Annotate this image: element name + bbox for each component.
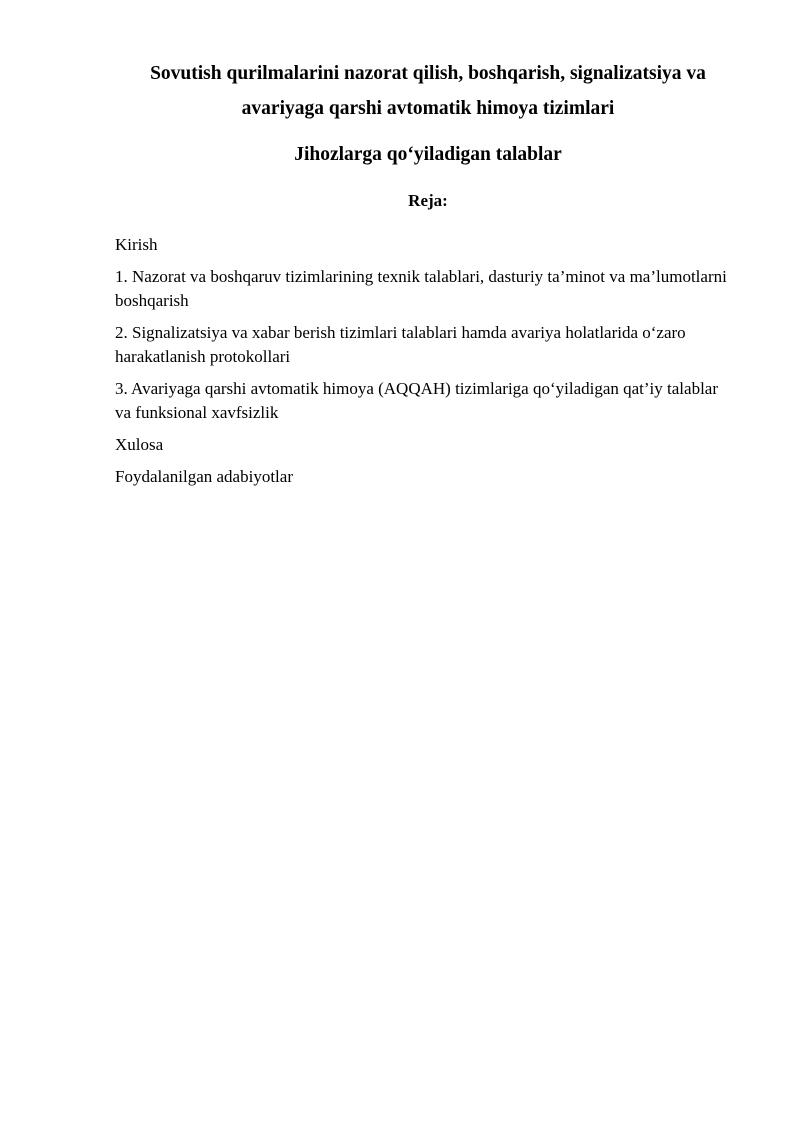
plan-list (115, 233, 735, 497)
plan-item-3: 3. Avariyaga qarshi avtomatik himoya (AQQAH) tizimlariga qo‘yiladigan qat’iy talablar va funksional xavfsizlik (115, 379, 719, 422)
document-subtitle: Jihozlarga qo‘yiladigan talablar (294, 144, 562, 165)
plan-heading: Reja: (408, 191, 448, 210)
plan-item-references: Foydalanilgan adabiyotlar (115, 467, 293, 486)
plan-item-2: 2. Signalizatsiya va xabar berish tizimlari talablari hamda avariya holatlarida o‘zaro harakatlanish protokollari (115, 323, 686, 366)
document-title: Sovutish qurilmalarini nazorat qilish, boshqarish, signalizatsiya va avariyaga qarshi avtomatik himoya tizimlari (150, 63, 706, 119)
plan-item-conclusion: Xulosa (115, 435, 164, 454)
plan-item-1: 1. Nazorat va boshqaruv tizimlarining texnik talablari, dasturiy ta’minot va ma’lumotlarni boshqarish (115, 267, 727, 310)
plan-item-intro: Kirish (115, 235, 158, 254)
